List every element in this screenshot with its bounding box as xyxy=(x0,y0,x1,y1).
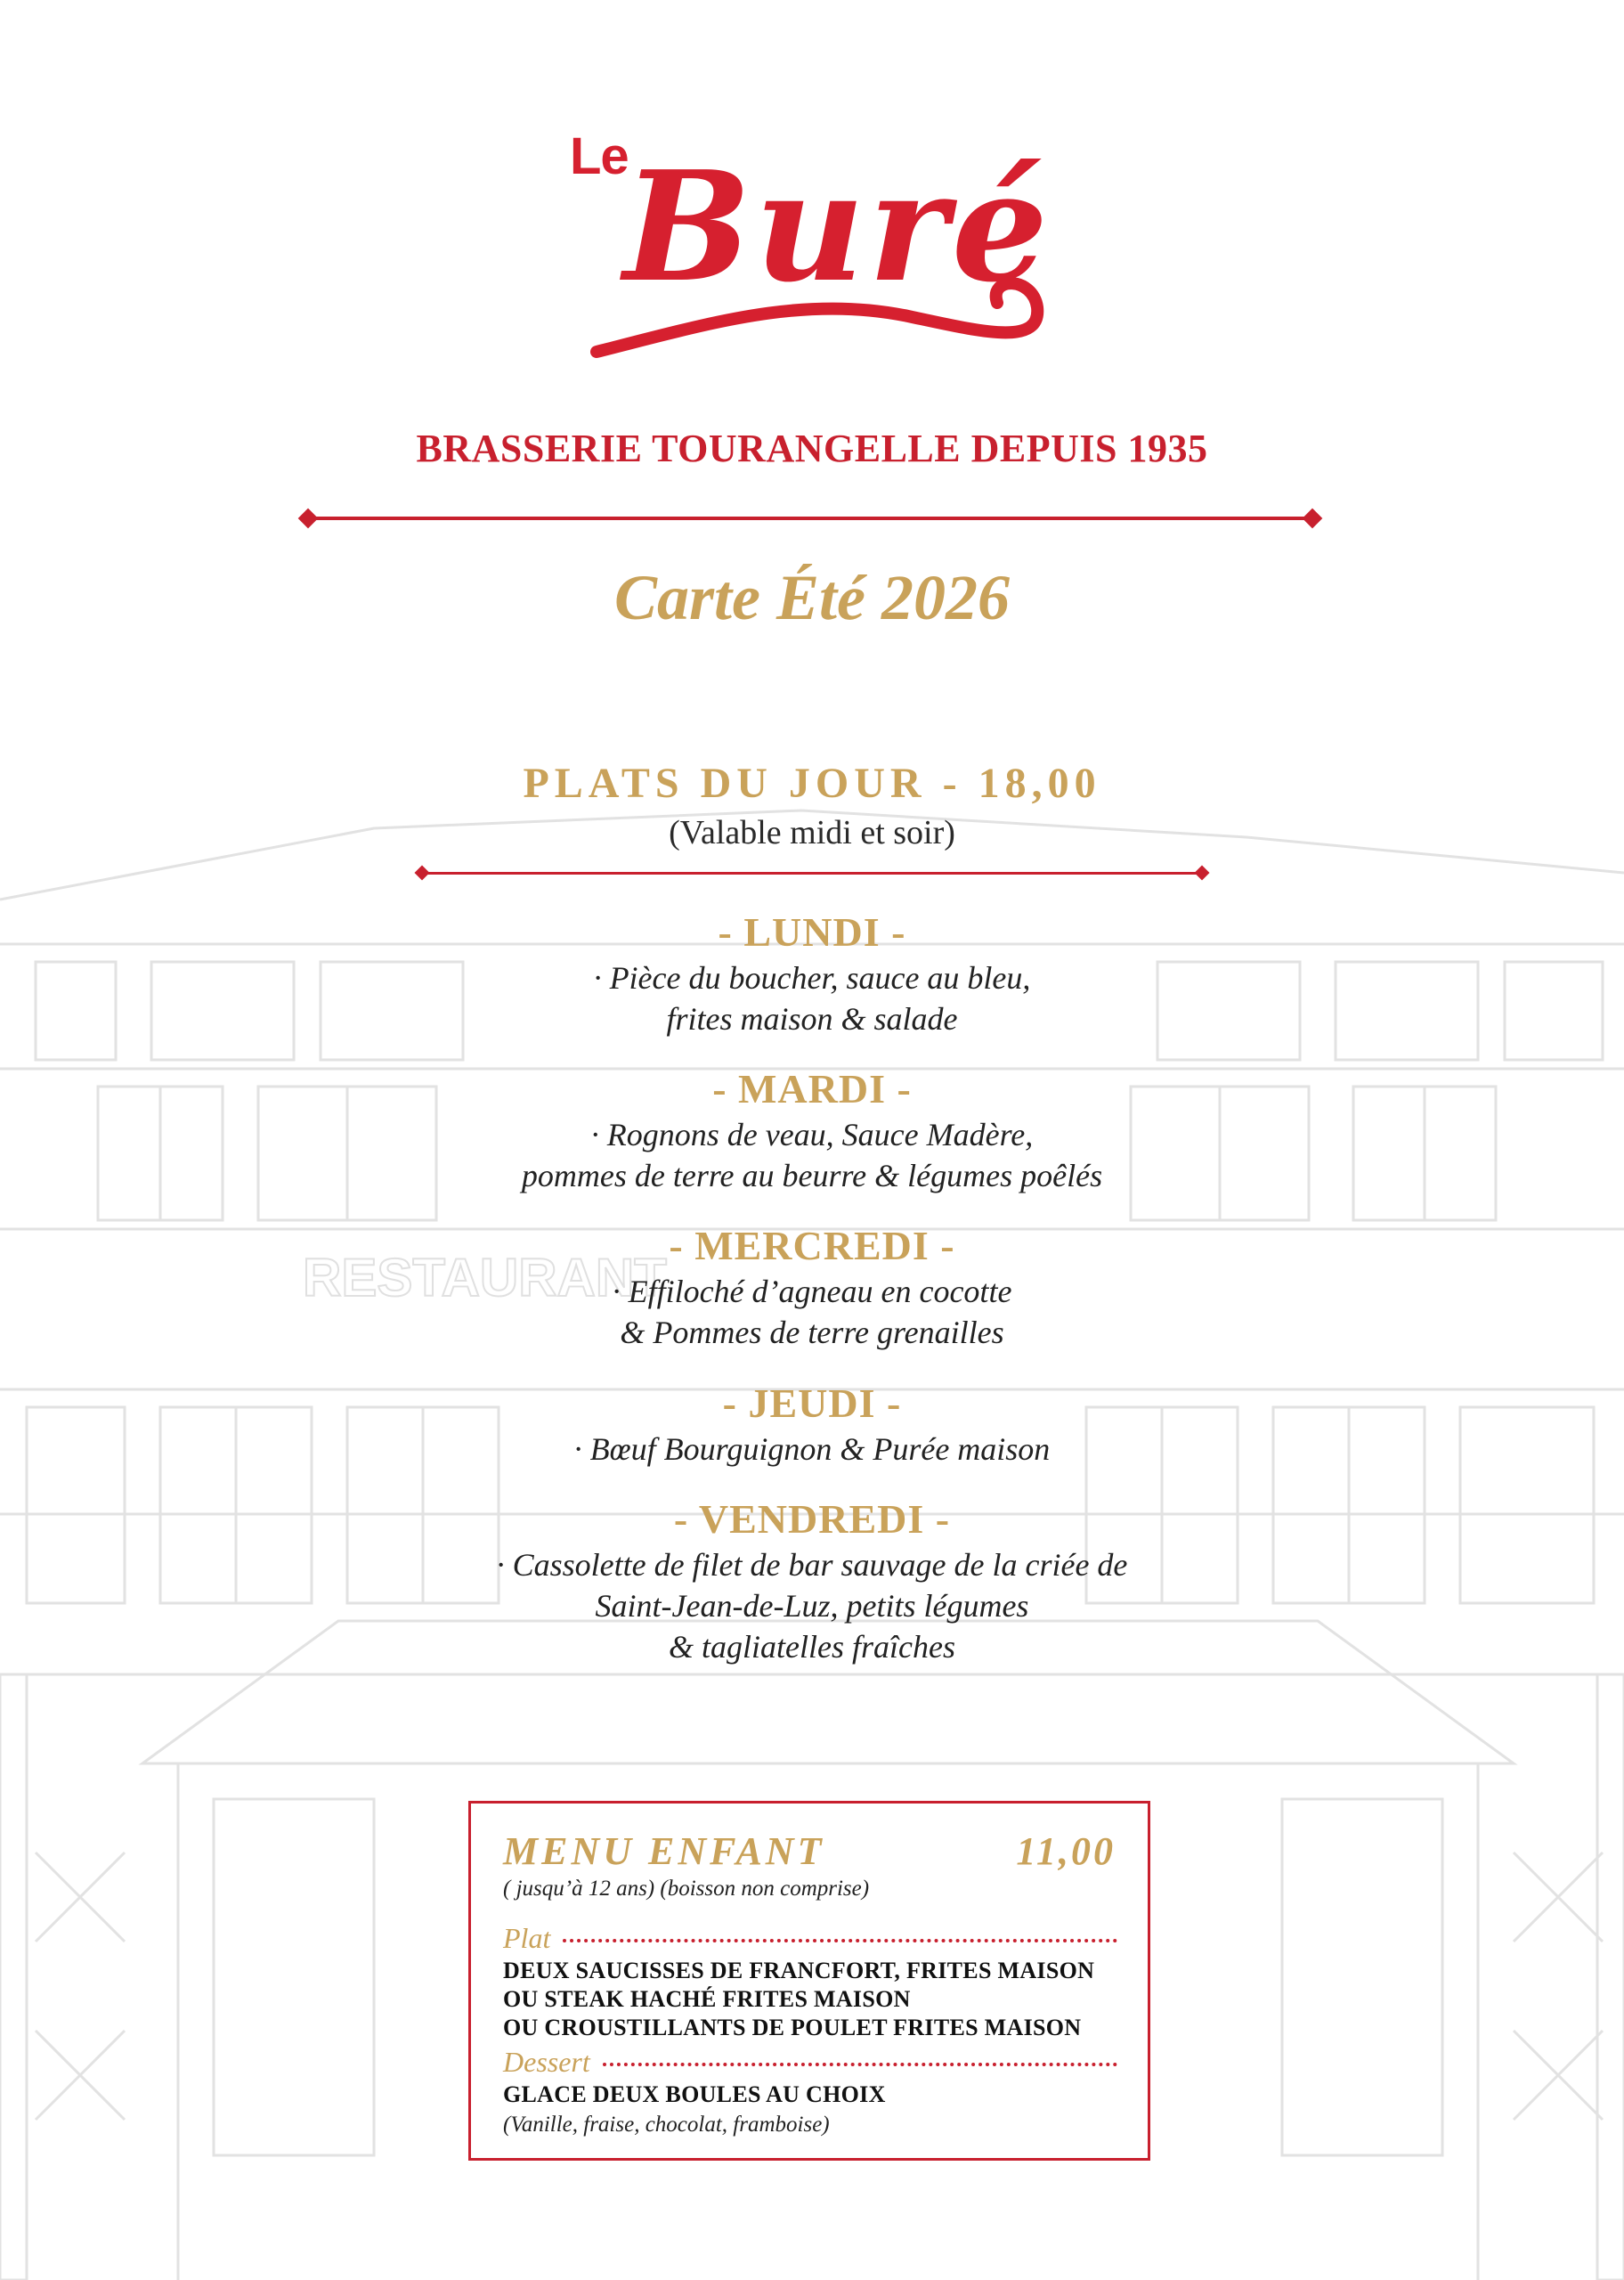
plats-divider xyxy=(422,872,1202,875)
kids-dessert-note: (Vanille, fraise, chocolat, framboise) xyxy=(503,2113,830,2137)
top-divider xyxy=(307,517,1313,520)
kids-menu-title: MENU ENFANT xyxy=(503,1829,825,1873)
day-heading-vendredi: - VENDREDI - xyxy=(673,1496,951,1542)
logo-prefix: Le xyxy=(570,127,629,185)
dish-mercredi-line-1: · Effiloché d’agneau en cocotte xyxy=(612,1274,1012,1309)
kids-menu-note: ( jusqu’à 12 ans) (boisson non comprise) xyxy=(503,1877,870,1901)
logo-name: Buré xyxy=(623,138,1052,316)
kids-dessert-label: Dessert xyxy=(503,2046,590,2078)
kids-menu-price: 11,00 xyxy=(1016,1829,1116,1873)
kids-plat-item-1: DEUX SAUCISSES DE FRANCFORT, FRITES MAISON xyxy=(503,1958,1095,1983)
dish-lundi-line-2: frites maison & salade xyxy=(666,1001,958,1037)
kids-dessert-section xyxy=(503,2046,1117,2079)
plats-du-jour-subtitle: (Valable midi et soir) xyxy=(669,814,955,851)
dish-mardi-line-2: pommes de terre au beurre & légumes poêlés xyxy=(521,1158,1103,1193)
dish-vendredi-line-1: · Cassolette de filet de bar sauvage de la criée de xyxy=(496,1547,1128,1583)
divider-diamond-left xyxy=(298,509,319,529)
dish-vendredi-line-3: & tagliatelles fraîches xyxy=(669,1629,955,1665)
dish-mercredi-line-2: & Pommes de terre grenailles xyxy=(620,1315,1004,1350)
dish-mardi-line-1: · Rognons de veau, Sauce Madère, xyxy=(590,1117,1034,1152)
day-heading-mardi: - MARDI - xyxy=(712,1066,912,1112)
dish-jeudi-line-1: · Bœuf Bourguignon & Purée maison xyxy=(573,1431,1051,1467)
dish-lundi-line-1: · Pièce du boucher, sauce au bleu, xyxy=(593,960,1031,996)
kids-menu-box xyxy=(468,1801,1150,2161)
kids-plat-item-3: OU CROUSTILLANTS DE POULET FRITES MAISON xyxy=(503,2015,1082,2040)
dotted-leader xyxy=(563,1939,1117,1942)
tagline: BRASSERIE TOURANGELLE DEPUIS 1935 xyxy=(416,427,1208,470)
carte-title: Carte Été 2026 xyxy=(614,562,1010,633)
restaurant-sign-text: RESTAURANT xyxy=(303,1248,667,1307)
dish-vendredi-line-2: Saint-Jean-de-Luz, petits légumes xyxy=(595,1588,1029,1624)
day-heading-jeudi: - JEUDI - xyxy=(722,1380,902,1426)
plats-du-jour-title: PLATS DU JOUR - 18,00 xyxy=(523,760,1101,807)
kids-plat-item-2: OU STEAK HACHÉ FRITES MAISON xyxy=(503,1986,911,2012)
day-heading-lundi: - LUNDI - xyxy=(718,909,906,955)
divider-diamond-right xyxy=(1303,509,1323,529)
kids-dessert-item: GLACE DEUX BOULES AU CHOIX xyxy=(503,2081,886,2107)
day-heading-mercredi: - MERCREDI - xyxy=(669,1223,955,1268)
kids-plat-section xyxy=(503,1922,1117,1955)
dotted-leader xyxy=(603,2063,1117,2066)
kids-plat-label: Plat xyxy=(503,1922,551,1954)
